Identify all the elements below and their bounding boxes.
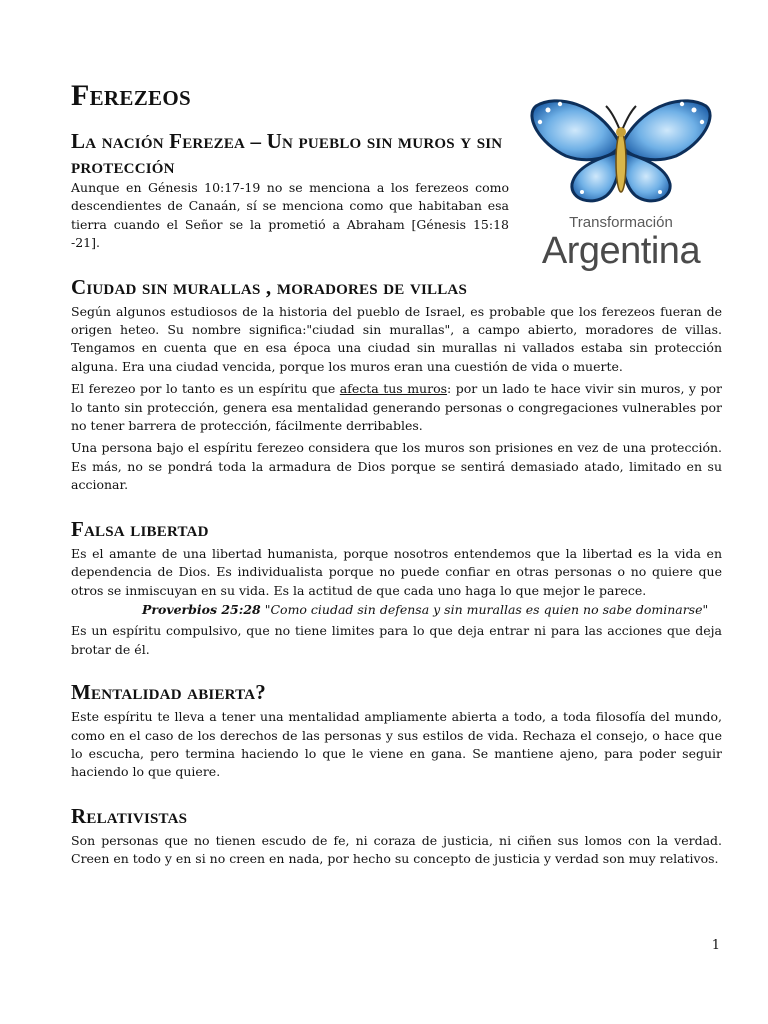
butterfly-icon <box>526 92 716 212</box>
section-relativistas <box>71 804 722 869</box>
section-paragraph: Son personas que no tienen escudo de fe, ni coraza de justicia, ni ciñen sus lomos con la verdad. Creen en todo y en si no creen en nada, por hecho su concepto de justicia y verdad son muy relativos. <box>71 832 722 867</box>
section-heading-falsa-libertad: Falsa libertad <box>71 516 209 541</box>
section-heading-ciudad: Ciudad sin murallas , moradores de villas <box>71 274 467 299</box>
bible-quote <box>142 601 722 619</box>
transformacion-argentina-logo <box>526 92 716 284</box>
logo-text-transformacion: Transformación <box>569 214 673 231</box>
section-heading-nacion-ferezea: La nación Ferezea – Un pueblo sin muros y sin protección <box>71 129 503 178</box>
section-paragraph: Es el amante de una libertad humanista, porque nosotros entendemos que la libertad es la vida en dependencia de Dios. Es individualista porque no puede confiar en otras personas o no quiere que otros se inmiscuyan en su vida. Es la actitud de que cada uno haga lo que mejor le parece. <box>71 545 722 598</box>
section-paragraph: Aunque en Génesis 10:17-19 no se menciona a los ferezeos como descendientes de Canaán, sí se menciona como que habitaban esa tierra cuando el Señor se la prometió a Abraham [Génesis 15:18 -21]. <box>71 180 509 251</box>
logo-text-argentina: Argentina <box>541 230 701 272</box>
section-paragraph <box>71 380 722 435</box>
quote-text: "Como ciudad sin defensa y sin murallas es quien no sabe dominarse" <box>260 601 709 617</box>
text-run: : por un lado te hace vivir sin muros, y por lo tanto sin protección, genera esa mentalidad generando personas o congregaciones vulnerables por no tener barrera de protección, fácilmente derribables. <box>71 381 722 434</box>
intro-section <box>71 129 509 253</box>
section-paragraph: Según algunos estudiosos de la historia del pueblo de Israel, es probable que los ferezeos fueran de origen heteo. Su nombre significa:"ciudad sin murallas", a campo abierto, moradores de villas. Tengamos en cuenta que en esa época una ciudad sin murallas ni vallados estaba sin protección alguna. Era una ciudad vencida, porque los muros eran una cuestión de vida o muerte. <box>71 303 722 374</box>
quote-reference: Proverbios 25:28 <box>142 601 261 617</box>
section-paragraph: Este espíritu te lleva a tener una mentalidad ampliamente abierta a todo, a toda filosofía del mundo, como en el caso de los derechos de las personas y sus estilos de vida. Rechaza el consejo, o hace que lo escucha, pero termina haciendo lo que le viene en gana. Se mantiene ajeno, para poder seguir haciendo lo que quiere. <box>71 709 722 780</box>
section-mentalidad-abierta <box>71 680 722 782</box>
underlined-text: afecta tus muros <box>339 381 448 397</box>
section-heading-relativistas: Relativistas <box>71 803 188 828</box>
section-heading-mentalidad: Mentalidad abierta? <box>71 680 266 705</box>
page-number: 1 <box>711 938 720 953</box>
section-falsa-libertad <box>71 517 722 659</box>
page-title: Ferezeos <box>71 79 191 112</box>
section-paragraph: Una persona bajo el espíritu ferezeo considera que los muros son prisiones en vez de una protección. Es más, no se pondrá toda la armadura de Dios porque se sentirá demasiado atado, limitado en su accionar. <box>71 440 722 493</box>
section-paragraph: Es un espíritu compulsivo, que no tiene limites para lo que deja entrar ni para las acciones que deja brotar de él. <box>71 623 722 657</box>
section-ciudad-sin-murallas <box>71 275 722 495</box>
text-run: El ferezeo por lo tanto es un espíritu que <box>71 381 340 397</box>
